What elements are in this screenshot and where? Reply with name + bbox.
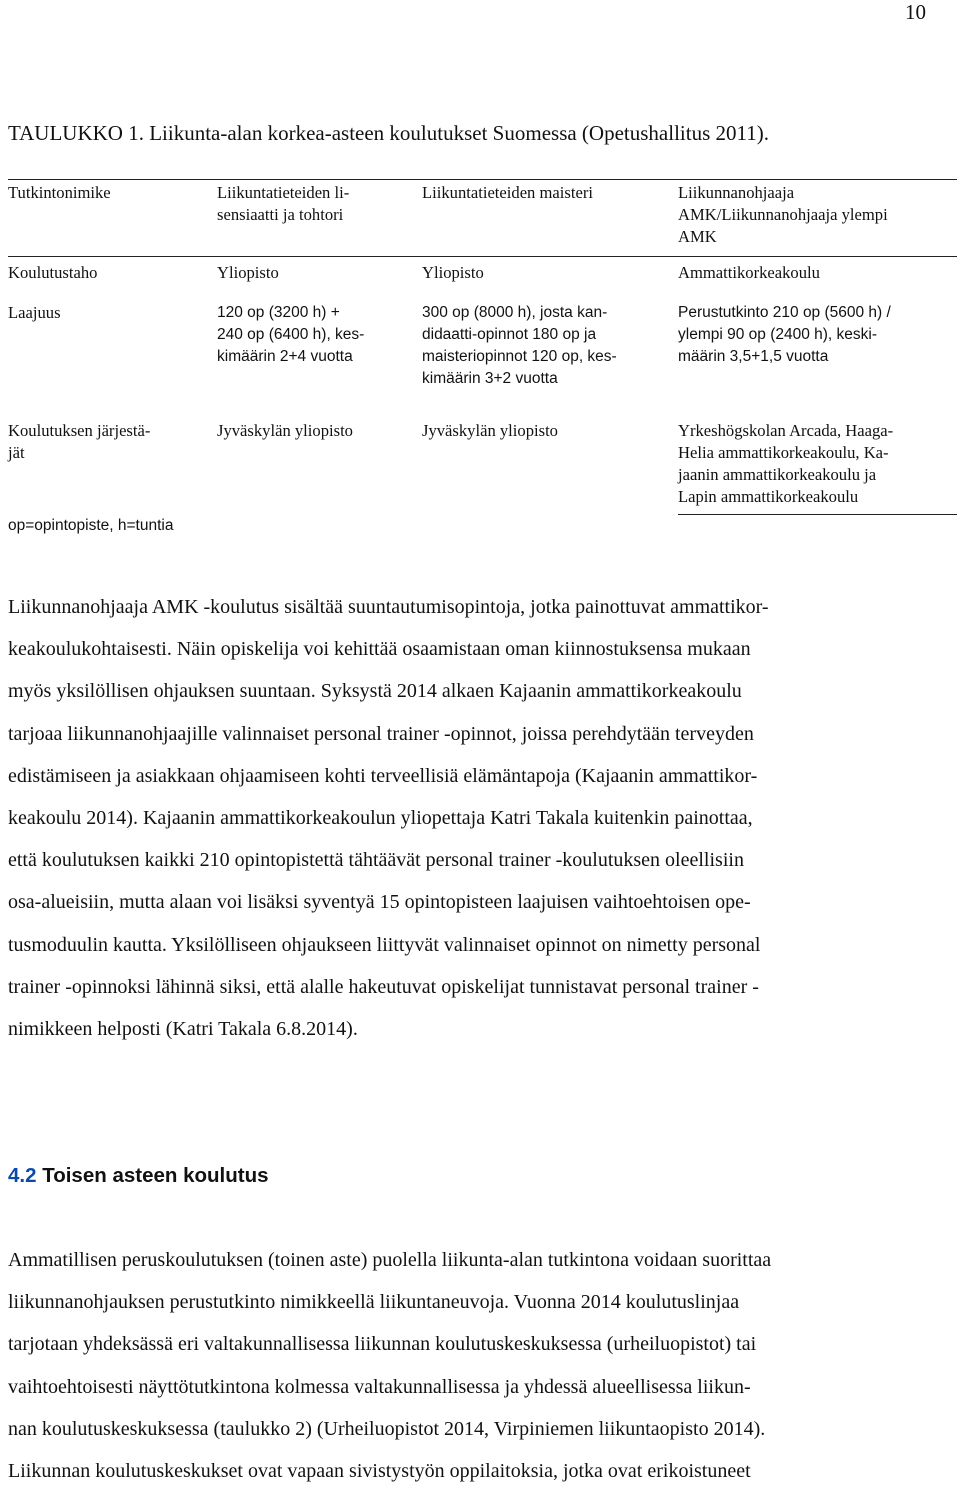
paragraph-line: Liikunnanohjaaja AMK -koulutus sisältää suuntautumisopintoja, jotka painottuvat ammattikor- bbox=[8, 596, 769, 618]
table-row-label: Laajuus bbox=[8, 303, 61, 322]
paragraph-line: tarjotaan yhdeksässä eri valtakunnallisessa liikunnan koulutuskeskuksessa (urheiluopistot) tai bbox=[8, 1333, 757, 1356]
table-header-cell: Tutkintonimike bbox=[8, 183, 111, 202]
table-row-label: Koulutuksen järjestä- jät bbox=[8, 421, 151, 462]
table-cell: 300 op (8000 h), josta kan- didaatti-opinnot 180 op ja maisteriopinnot 120 op, kes- kimäärin 3+2 vuotta bbox=[422, 304, 617, 387]
table-cell: Yrkeshögskolan Arcada, Haaga- Helia ammattikorkeakoulu, Ka- jaanin ammattikorkeakoulu ja Lapin ammattikorkeakoulu bbox=[678, 421, 894, 506]
body-paragraph-2 bbox=[8, 1239, 938, 1492]
table-cell: Perustutkinto 210 op (5600 h) / ylempi 90 op (2400 h), keski- määrin 3,5+1,5 vuotta bbox=[678, 304, 891, 365]
table-row-label: Koulutustaho bbox=[8, 263, 98, 282]
table-cell: Ammattikorkeakoulu bbox=[678, 263, 820, 282]
paragraph-line: tarjoaa liikunnanohjaajille valinnaiset personal trainer -opinnot, joissa perehdytään terveyden bbox=[8, 722, 754, 745]
paragraph-line: keakoulukohtaisesti. Näin opiskelija voi kehittää osaamistaan oman kiinnostuksensa mukaan bbox=[8, 638, 751, 661]
table-header-cell: Liikunnanohjaaja AMK/Liikunnanohjaaja ylempi AMK bbox=[678, 183, 888, 246]
paragraph-line: että koulutuksen kaikki 210 opintopistettä tähtäävät personal trainer -koulutuksen oleellisiin bbox=[8, 849, 744, 872]
paragraph-line: osa-alueisiin, mutta alaan voi lisäksi syventyä 15 opintopisteen laajuisen vaihtoehtoisen ope- bbox=[8, 891, 751, 914]
table-cell: 120 op (3200 h) + 240 op (6400 h), kes- kimäärin 2+4 vuotta bbox=[217, 304, 365, 365]
table-top-rule bbox=[8, 179, 957, 180]
paragraph-line: myös yksilöllisen ohjauksen suuntaan. Syksystä 2014 alkaen Kajaanin ammattikorkeakoulu bbox=[8, 680, 742, 703]
paragraph-line: keakoulu 2014). Kajaanin ammattikorkeakoulun yliopettaja Katri Takala kuitenkin painottaa, bbox=[8, 806, 753, 829]
table-header-cell: Liikuntatieteiden li- sensiaatti ja tohtori bbox=[217, 183, 350, 224]
paragraph-line: trainer -opinnoksi lähinnä siksi, että alalle hakeutuvat opiskelijat tunnistavat personal trainer - bbox=[8, 975, 759, 998]
table-caption: TAULUKKO 1. Liikunta-alan korkea-asteen koulutukset Suomessa (Opetushallitus 2011). bbox=[8, 121, 769, 145]
table-bottom-rule bbox=[678, 514, 957, 515]
paragraph-line: liikunnanohjauksen perustutkinto nimikkeellä liikuntaneuvoja. Vuonna 2014 koulutuslinjaa bbox=[8, 1291, 740, 1314]
table-cell: Jyväskylän yliopisto bbox=[217, 421, 353, 440]
paragraph-line: nimikkeen helposti (Katri Takala 6.8.2014). bbox=[8, 1017, 358, 1040]
table-cell: Yliopisto bbox=[217, 263, 279, 282]
section-title: Toisen asteen koulutus bbox=[42, 1164, 269, 1187]
paragraph-line: edistämiseen ja asiakkaan ohjaamiseen kohti terveellisiä elämäntapoja (Kajaanin ammattikor- bbox=[8, 764, 758, 787]
paragraph-line: vaihtoehtoisesti näyttötutkintona kolmessa valtakunnallisessa ja yhdessä alueellisessa liikun- bbox=[8, 1375, 751, 1398]
paragraph-line: Ammatillisen peruskoulutuksen (toinen aste) puolella liikunta-alan tutkintona voidaan suorittaa bbox=[8, 1249, 772, 1271]
body-paragraph-1 bbox=[8, 586, 938, 1050]
paragraph-line: tusmoduulin kautta. Yksilölliseen ohjaukseen liittyvät valinnaiset opinnot on nimetty personal bbox=[8, 933, 761, 956]
table-note: op=opintopiste, h=tuntia bbox=[8, 517, 174, 534]
page-number: 10 bbox=[905, 0, 926, 24]
table-cell: Yliopisto bbox=[422, 263, 484, 282]
table-header-rule bbox=[8, 256, 957, 257]
table-cell: Jyväskylän yliopisto bbox=[422, 421, 558, 440]
paragraph-line: nan koulutuskeskuksessa (taulukko 2) (Urheiluopistot 2014, Virpiniemen liikuntaopisto 2014). bbox=[8, 1417, 766, 1440]
table-header-cell: Liikuntatieteiden maisteri bbox=[422, 183, 593, 202]
paragraph-line: Liikunnan koulutuskeskukset ovat vapaan sivistystyön oppilaitoksia, jotka ovat erikoistuneet bbox=[8, 1459, 751, 1482]
section-number: 4.2 bbox=[8, 1164, 37, 1187]
section-heading bbox=[8, 1164, 269, 1188]
